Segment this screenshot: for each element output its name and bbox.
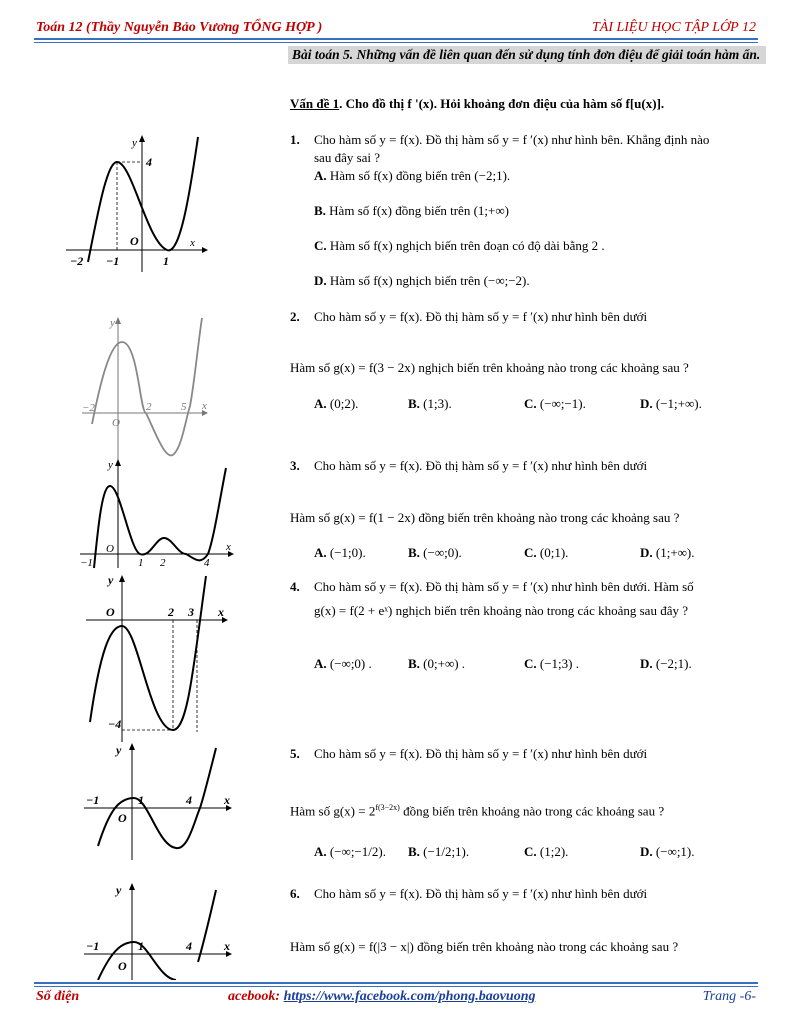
x-label: x bbox=[190, 237, 195, 249]
q4-number: 4. bbox=[290, 579, 300, 594]
q4-stem: Cho hàm số y = f(x). Đồ thị hàm số y = f ′(x) như hình bên dưới. Hàm số bbox=[314, 579, 694, 594]
option-label: D. bbox=[640, 545, 653, 560]
q4-option-d[interactable] bbox=[640, 656, 692, 672]
option-label: B. bbox=[408, 545, 420, 560]
origin-label: O bbox=[130, 234, 139, 248]
x-label: x bbox=[226, 541, 231, 553]
q1-number: 1. bbox=[290, 132, 300, 147]
q5-graph bbox=[80, 742, 236, 862]
option-label: B. bbox=[314, 203, 326, 218]
tick-label: −2 bbox=[82, 402, 95, 414]
q6-stem-cont: Hàm số g(x) = f(|3 − x|) đồng biến trên khoảng nào trong các khoảng sau ? bbox=[290, 939, 679, 954]
q3-stem: Cho hàm số y = f(x). Đồ thị hàm số y = f ′(x) như hình bên dưới bbox=[314, 458, 648, 473]
q5-number: 5. bbox=[290, 746, 300, 761]
tick-label: 1 bbox=[138, 939, 144, 953]
topic-label: Vấn đề 1 bbox=[290, 96, 340, 111]
y-label: y bbox=[108, 573, 114, 587]
q1-stem: Cho hàm số y = f(x). Đồ thị hàm số y = f ′(x) như hình bên. Khẳng định nào bbox=[314, 132, 710, 147]
tick-label: 4 bbox=[204, 557, 210, 569]
option-label: A. bbox=[314, 656, 327, 671]
derivative-curve bbox=[98, 890, 216, 980]
option-label: D. bbox=[640, 396, 653, 411]
q5-stem-exponent: f(3−2x) bbox=[375, 803, 400, 812]
option-text: (−1;0). bbox=[329, 545, 366, 560]
option-label: A. bbox=[314, 396, 327, 411]
q4-stem-cont: g(x) = f(2 + eˣ) nghịch biến trên khoảng nào trong các khoảng sau đây ? bbox=[314, 603, 688, 618]
option-text: (1;3). bbox=[423, 396, 452, 411]
q6-number: 6. bbox=[290, 886, 300, 901]
q5-stem-pre: Hàm số g(x) = 2 bbox=[290, 803, 376, 819]
x-label: x bbox=[224, 793, 230, 807]
page-number: Trang -6- bbox=[702, 989, 756, 1004]
tick-label: 2 bbox=[146, 401, 152, 413]
q3-option-c[interactable] bbox=[524, 545, 568, 561]
origin-label: O bbox=[112, 417, 120, 429]
q5-option-c[interactable] bbox=[524, 844, 568, 860]
option-label: A. bbox=[314, 168, 327, 183]
q3-stem-cont: Hàm số g(x) = f(1 − 2x) đồng biến trên khoảng nào trong các khoảng sau ? bbox=[290, 510, 680, 525]
header-rule bbox=[34, 38, 758, 40]
topic-line bbox=[290, 96, 664, 112]
option-label: D. bbox=[314, 273, 327, 288]
y-axis-arrow bbox=[129, 743, 135, 750]
q1-option-d[interactable] bbox=[314, 273, 530, 289]
y-label: y bbox=[132, 137, 137, 149]
tick-label: 4 bbox=[186, 793, 192, 807]
header-left: Toán 12 (Thầy Nguyễn Bảo Vương TỔNG HỢP ) bbox=[36, 20, 323, 35]
q2-option-a[interactable] bbox=[314, 396, 358, 412]
option-label: C. bbox=[524, 396, 537, 411]
option-text: (1;2). bbox=[539, 844, 569, 859]
option-label: B. bbox=[408, 844, 420, 859]
q2-option-b[interactable] bbox=[408, 396, 452, 412]
facebook-link[interactable]: https://www.facebook.com/phong.baovuong bbox=[283, 989, 536, 1004]
option-label: C. bbox=[314, 238, 327, 253]
tick-label: 1 bbox=[163, 254, 169, 268]
q1-option-b[interactable] bbox=[314, 203, 509, 219]
option-label: C. bbox=[524, 656, 537, 671]
option-text: (0;1). bbox=[539, 545, 569, 560]
tick-label: −2 bbox=[70, 254, 84, 268]
q5-stem-post: đồng biến trên khoảng nào trong các khoảng sau ? bbox=[399, 803, 665, 819]
derivative-curve bbox=[92, 318, 202, 455]
q4-option-a[interactable] bbox=[314, 656, 372, 672]
option-text: (0;2). bbox=[329, 396, 359, 411]
q3-number: 3. bbox=[290, 458, 300, 473]
q6-stem: Cho hàm số y = f(x). Đồ thị hàm số y = f ′(x) như hình bên dưới bbox=[314, 886, 648, 901]
x-axis-arrow bbox=[202, 247, 208, 253]
q3-option-d[interactable] bbox=[640, 545, 695, 561]
option-text: (0;+∞) . bbox=[423, 656, 466, 671]
y-axis-arrow bbox=[139, 135, 145, 142]
q3-option-a[interactable] bbox=[314, 545, 366, 561]
option-text: (−1;3) . bbox=[539, 656, 579, 671]
tick-label: 2 bbox=[160, 557, 166, 569]
option-text: (−∞;−1). bbox=[539, 396, 586, 411]
header-right: TÀI LIỆU HỌC TẬP LỚP 12 bbox=[591, 20, 756, 35]
option-label: C. bbox=[524, 844, 537, 859]
option-label: A. bbox=[314, 545, 327, 560]
q1-option-c[interactable] bbox=[314, 238, 605, 254]
q4-option-c[interactable] bbox=[524, 656, 579, 672]
option-text: (−2;1). bbox=[655, 656, 692, 671]
x-label: x bbox=[218, 605, 224, 619]
tick-label: 1 bbox=[138, 557, 144, 569]
option-label: B. bbox=[408, 656, 420, 671]
header-rule-thin bbox=[34, 42, 758, 43]
option-text: (1;+∞). bbox=[655, 545, 695, 560]
q2-stem: Cho hàm số y = f(x). Đồ thị hàm số y = f ′(x) như hình bên dưới bbox=[314, 309, 648, 324]
q4-option-b[interactable] bbox=[408, 656, 465, 672]
footer-left: Số điện bbox=[36, 989, 80, 1004]
option-text: (−∞;0). bbox=[423, 545, 462, 560]
option-text: Hàm số f(x) nghịch biến trên (−∞;−2). bbox=[329, 273, 530, 288]
option-text: (−1/2;1). bbox=[423, 844, 470, 859]
tick-label: 5 bbox=[181, 401, 187, 413]
q2-graph bbox=[78, 314, 212, 462]
option-text: (−1;+∞). bbox=[655, 396, 702, 411]
q2-number: 2. bbox=[290, 309, 300, 324]
option-label: B. bbox=[408, 396, 420, 411]
y-axis-arrow bbox=[129, 883, 135, 890]
y-label: y bbox=[116, 883, 122, 897]
tick-label: 3 bbox=[188, 605, 194, 619]
lesson-title: Bài toán 5. Những vấn đề liên quan đến sử dụng tính đơn điệu để giải toán hàm ẩn. bbox=[288, 46, 766, 64]
option-text: Hàm số f(x) đồng biến trên (1;+∞) bbox=[329, 203, 509, 218]
q5-option-b[interactable] bbox=[408, 844, 469, 860]
footer-facebook bbox=[228, 989, 535, 1005]
y-axis-arrow bbox=[119, 575, 125, 582]
tick-label: 1 bbox=[138, 793, 144, 807]
tick-label: 4 bbox=[186, 939, 192, 953]
topic-text: . Cho đồ thị f '(x). Hỏi khoảng đơn điệu của hàm số f[u(x)]. bbox=[339, 96, 665, 111]
origin-label: O bbox=[106, 605, 115, 619]
min-label: −4 bbox=[108, 717, 122, 731]
origin-label: O bbox=[118, 811, 127, 825]
q1-stem-cont: sau đây sai ? bbox=[314, 150, 381, 165]
option-text: (−∞;−1/2). bbox=[329, 844, 386, 859]
origin-label: O bbox=[118, 959, 127, 973]
tick-label: −1 bbox=[80, 557, 93, 569]
q5-option-d[interactable] bbox=[640, 844, 695, 860]
q6-graph bbox=[80, 882, 236, 980]
tick-label: −1 bbox=[86, 939, 100, 953]
origin-label: O bbox=[106, 543, 114, 555]
tick-label: 2 bbox=[168, 605, 174, 619]
option-text: (−∞;1). bbox=[655, 844, 695, 859]
y-label: y bbox=[110, 317, 115, 329]
footer-rule-thin bbox=[34, 986, 758, 987]
option-label: A. bbox=[314, 844, 327, 859]
option-text: (−∞;0) . bbox=[329, 656, 372, 671]
q2-stem-cont: Hàm số g(x) = f(3 − 2x) nghịch biến trên khoảng nào trong các khoảng sau ? bbox=[290, 360, 689, 375]
tick-label: −1 bbox=[86, 793, 100, 807]
y-label: y bbox=[116, 743, 122, 757]
q3-graph bbox=[76, 458, 240, 570]
q5-stem-cont bbox=[290, 800, 664, 819]
q5-stem: Cho hàm số y = f(x). Đồ thị hàm số y = f ′(x) như hình bên dưới bbox=[314, 746, 648, 761]
derivative-curve bbox=[90, 576, 206, 730]
q5-option-a[interactable] bbox=[314, 844, 386, 860]
x-label: x bbox=[224, 939, 230, 953]
derivative-curve bbox=[98, 748, 216, 848]
y-axis-arrow bbox=[115, 317, 121, 324]
option-text: Hàm số f(x) nghịch biến trên đoạn có độ dài bằng 2 . bbox=[329, 238, 605, 253]
option-label: D. bbox=[640, 844, 653, 859]
footer-rule bbox=[34, 982, 758, 984]
q1-option-a[interactable] bbox=[314, 168, 510, 184]
option-text: Hàm số f(x) đồng biến trên (−2;1). bbox=[329, 168, 511, 183]
q2-option-c[interactable] bbox=[524, 396, 586, 412]
q2-option-d[interactable] bbox=[640, 396, 702, 412]
y-axis-arrow bbox=[115, 459, 121, 466]
footer-facebook-label: acebook: bbox=[228, 989, 281, 1004]
option-label: D. bbox=[640, 656, 653, 671]
x-label: x bbox=[202, 400, 207, 412]
max-label: 4 bbox=[146, 155, 152, 169]
q3-option-b[interactable] bbox=[408, 545, 462, 561]
q4-graph bbox=[82, 572, 232, 742]
y-label: y bbox=[108, 459, 113, 471]
derivative-curve bbox=[88, 137, 198, 262]
q1-graph bbox=[62, 132, 212, 274]
tick-label: −1 bbox=[106, 254, 120, 268]
option-label: C. bbox=[524, 545, 537, 560]
